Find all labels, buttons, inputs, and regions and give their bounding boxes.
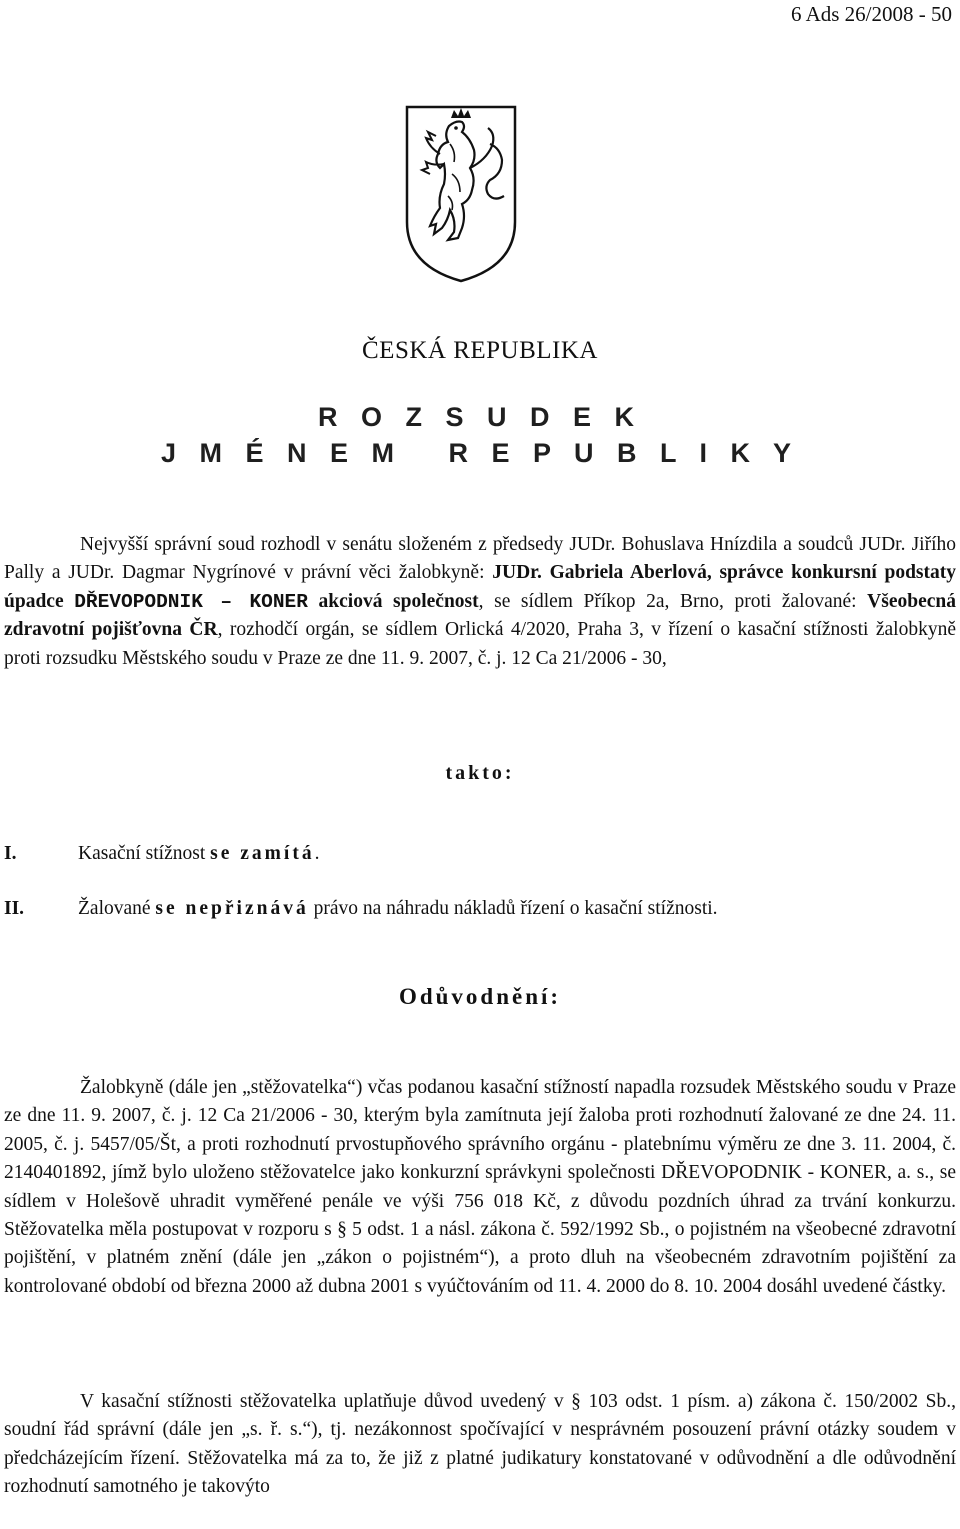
reasoning-paragraph-2: V kasační stížnosti stěžovatelka uplatňuje důvod uvedený v § 103 odst. 1 písm. a) zákona č. 150/2002 Sb., soudní řád správní (dále jen „s. ř. s.“), tj. nezákonnost spočívající v nesprávném posouzení právní otázky soudem v předcházejícím řízení. Stěžovatelka má za to, že již z platné judikatury konstatované v odůvodnění a dle odůvodnění rozhodnutí samotného je takovýto: [4, 1391, 956, 1498]
verdict-item-2: II. Žalované se nepřiznává právo na náhradu nákladů řízení o kasační stížnosti.: [4, 898, 718, 919]
in-the-name-of-republic: J M É N E M R E P U B L I K Y: [160, 438, 800, 468]
file-number: 6 Ads 26/2008 - 50: [790, 2, 952, 26]
reasoning-paragraph-1: Žalobkyně (dále jen „stěžovatelka“) včas podanou kasační stížností napadla rozsudek Městského soudu v Praze ze dne 11. 9. 2007, č. j. 12 Ca 21/2006 - 30, kterým byla zamítnuta její žaloba proti rozhodnutí žalované ze dne 24. 11. 2005, č. j. 5457/05/Št, a proti rozhodnutí prvostupňového správního orgánu - platebnímu výměru ze dne 3. 11. 2004, č. 2140401892, jímž bylo uloženo stěžovatelce jako konkurzní správkyni společnosti DŘEVOPODNIK - KONER, a. s., se sídlem v Holešově uhradit vyměřené penále ve výši 756 018 Kč, z důvodu pozdních úhrad za trvání konkurzu. Stěžovatelka měla postupovat v rozporu s § 5 odst. 1 a násl. zákona č. 592/1992 Sb., o pojistném na všeobecné zdravotní pojištění, v platném znění (dále jen „zákon o pojistném“), a proto dluh na všeobecném zdravotním pojištění za kontrolované období od března 2000 až dubna 2001 s vyúčtováním od 11. 4. 2000 do 8. 10. 2004 dosáhl uvedené částky.: [4, 1077, 956, 1297]
intro-paragraph: Nejvyšší správní soud rozhodl v senátu složeném z předsedy JUDr. Bohuslava Hnízdila a soudců JUDr. Jiřího Pally a JUDr. Dagmar Nygrínové v právní věci žalobkyně: JUDr. Gabriela Aberlová, správce konkursní podstaty úpadce DŘEVOPODNIK – KONER akciová společnost, se sídlem Příkop 2a, Brno, proti žalované: Všeobecná zdravotní pojišťovna ČR, rozhodčí orgán, se sídlem Orlická 4/2020, Praha 3, v řízení o kasační stížnosti žalobkyně proti rozsudku Městského soudu v Praze ze dne 11. 9. 2007, č. j. 12 Ca 21/2006 - 30,: [4, 534, 956, 669]
country-name: ČESKÁ REPUBLIKA: [362, 337, 598, 364]
takto-heading: takto:: [445, 762, 515, 784]
reasoning-heading: Odůvodnění:: [398, 984, 562, 1009]
czech-lion-emblem-icon: [404, 104, 518, 284]
verdict-title: R O Z S U D E K: [317, 402, 643, 432]
verdict-item-1: I. Kasační stížnost se zamítá.: [4, 843, 320, 864]
